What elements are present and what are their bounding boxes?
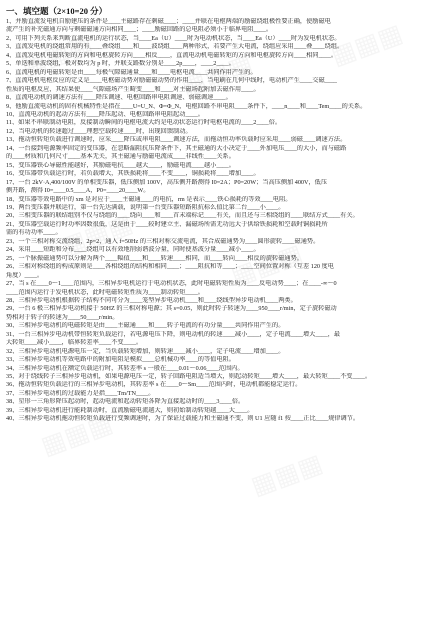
question-line: 7、直流电机电枢反应的定义是____电枢磁动势对励磁磁动势的作用____，当电刷在几何中线时，电动机产生____交磁____ bbox=[6, 77, 338, 85]
question-line: 流产生的补充磁通方向与剩磁磁通方向相同____；____励磁回路的总电阻必须小于临界电阻____。 bbox=[6, 26, 273, 34]
question-line: 36、拖动恒转矩负载运行的三相异步电动机，其转差率 s 在____0～Sm____范围内时，电动机都能稳定运行。 bbox=[6, 381, 302, 389]
question-list bbox=[6, 18, 434, 424]
question-line: 6、直流电机的电磁转矩是由____每极气隙磁通量____和____电枢电流____共同作用产生的。 bbox=[6, 68, 257, 76]
question-line: 势相对于转子的转速为____50____r/min。 bbox=[6, 313, 119, 321]
question-line: 27、当 s 在____0～1____范围内，三相异步电机运行于电动机状态，此时电磁转矩性质为____反电动势____；在____-∞～0 bbox=[6, 280, 337, 288]
question-line: 需的有功功率____。 bbox=[6, 229, 62, 237]
question-line: 8、直流电动机的调速方法有____降压调速、电枢回路串电阻调速、弱磁调速____。 bbox=[6, 94, 232, 102]
question-line: 24、采用____短距和分布____绕组可以有效地削弱谐波分量，同时使基波分量____减小____。 bbox=[6, 246, 260, 254]
question-line: 11、如果不串联制动电阻，反接制动瞬间的电枢电流大约是电动状态运行时电枢电流的____2____倍。 bbox=[6, 119, 282, 127]
question-line: 侧开路，测得 I0=____0.5____A，P0=____20____W。 bbox=[6, 187, 150, 195]
question-line: 15、变压器铁心导磁性能越好，其励磁电抗____越大____，励磁电流____越小____。 bbox=[6, 161, 235, 169]
section-heading: 一、填空题（2×10=20 分） bbox=[6, 6, 108, 16]
question-line: 1、并励直流发电机自励建压的条件是____主磁路存在剩磁____；____并联在电枢两端的励磁绕组极性要正确，使励磁电 bbox=[6, 18, 331, 25]
question-line: 4、直流发电机电磁转矩的方向和电枢旋转方向____相反____，直流电动机电磁转矩的方向和电枢旋转方向____相同____。 bbox=[6, 51, 338, 59]
question-line: 10、直流电动机的起动方法有____降压起动、电枢回路串电阻起动____。 bbox=[6, 110, 204, 118]
question-line: 的____材质和几何尺寸____基本无关，其主磁通与励磁电流成____非线性____关系。 bbox=[6, 153, 235, 161]
question-line: 25、一个脉振磁通势可以分解为两个____幅值____和____转速____相同，而____转向____相反的旋转磁通势。 bbox=[6, 254, 303, 262]
question-line: 性质的电枢反应，其结果使____气隙磁场产生畸变____和____对主磁场起附加去磁作用____。 bbox=[6, 85, 260, 93]
question-line: 35、对于绕线转子三相异步电动机，如果电源电压一定，转子回路电阻适当增大，则起动转矩____增大____，最大转矩____不变____。 bbox=[6, 373, 372, 381]
question-line: 角度）____。 bbox=[6, 271, 44, 279]
question-line: 18、变压器等效电路中的 xm 是对应于____主磁通____的电抗，rm 是表示____铁心损耗的等效____电阻。 bbox=[6, 195, 292, 203]
question-line: 26、三相对称绕组的构成原则是____各相绕组的结构和相同____；____阻抗和等____；____空间位置对称（互差 120 度电 bbox=[6, 263, 334, 271]
question-line: 大转矩____减小____，临界转差率____不变____。 bbox=[6, 339, 143, 347]
question-line: 13、拖动恒转矩负载进行调速时，应采____降压或串电阻____调速方法，而拖动恒功率负载时应采用____弱磁____调速方法。 bbox=[6, 136, 347, 144]
question-line: 23、一个三相对称交流绕组，2p=2，通入 f=50Hz 的三相对称交流电流，其合成磁通势为____圆形旋转____磁通势。 bbox=[6, 237, 320, 245]
question-line: 16、变压器带负载运行时，若负载增大，其铁损耗将____不变____，铜损耗将____增加____。 bbox=[6, 170, 260, 178]
question-line: 5、单迭和单波绕组，极对数均为 p 时，并联支路数分别是____2p____，____2____。 bbox=[6, 60, 235, 68]
question-line: 34、三相异步电动机在额定负载运行时，其转差率 s 一般在____0.01～0.06____范围内。 bbox=[6, 364, 244, 372]
question-line: 9、他励直流电动机的固有机械特性是指在____U=U_N、Φ=Φ_N，电枢回路不串电阻____条件下，____n____和____Tem____的关系。 bbox=[6, 102, 367, 110]
question-line: 28、三相异步电动机根据转子结构不同可分为____笼型异步电动机____和____绕线型异步电动机____两类。 bbox=[6, 296, 297, 304]
question-line: 19、两台变压器并联运行，第一台先达满载，说明第一台变压器短路阻抗标么值比第二台____小____。 bbox=[6, 203, 285, 211]
question-line: 30、三相异步电动机的电磁转矩是由____主磁通____和____转子电流的有功分量____共同作用产生的。 bbox=[6, 322, 285, 330]
question-line: 3、直流发电机的绕组常用的有____叠绕组____和____波绕组____两种形式，若要产生大电流，绕组应采用____叠____绕组。 bbox=[6, 43, 344, 51]
question-line: 39、三相异步电动机进行能耗制动时，直流励磁电流越大，则初始制动转矩越____大____。 bbox=[6, 406, 254, 414]
question-line: 20、三相变压器的联结组别不仅与绕组的____绕向____和____首末端标记____有关，而且还与三相绕组的____联结方式____有关。 bbox=[6, 212, 359, 220]
question-line: 14、一台接到电源频率固定的变压器，在忽略漏阻抗压降条件下，其主磁通的大小决定于____外加电压____的大小，而与磁路 bbox=[6, 144, 347, 152]
question-line: 31、一台三相异步电动机带恒转矩负载运行，若电源电压下降，则电动机的转速____减小____，定子电流____增大____，最 bbox=[6, 330, 341, 338]
question-line: 2、可用下列关系来判断直流电机的运行状态，当____Ea（U）____时为电动机状态，当____Ea（U）____时为发电机状态。 bbox=[6, 34, 341, 42]
question-line: 33、三相异步电动机等效电路中的附加电阻是模拟____总机械功率____的等值电阻。 bbox=[6, 356, 235, 364]
question-line: 17、一台 2kV·A,400/100V 的单相变压器，低压侧加 100V，高压侧开路测得 I0=2A；P0=20W；当高压侧加 400V，低压 bbox=[6, 178, 328, 186]
question-line: ____范围内运行于发电机状态，此时电磁转矩性质为____制动转矩____。 bbox=[6, 288, 204, 296]
question-line: 21、变压器空载运行时功率因数很低，这是由于____较时建立主、漏磁场所需无功远大于供给铁损耗和空载时铜损耗所 bbox=[6, 220, 328, 228]
question-line: 37、三相异步电动机的过载能力是指____Tm/TN____。 bbox=[6, 389, 155, 397]
question-line: 12、当电动机的转速超过____理想空载转速____时，出现回馈制动。 bbox=[6, 127, 192, 135]
question-line: 38、星形一三角形降压起动时，起动电流和起动转矩各降为直接起动时的____3____倍。 bbox=[6, 398, 245, 406]
question-line: 40、三相异步电动机拖动恒转矩负载进行变频调速时，为了保证过载能力和主磁通不变，则 U1 应随 f1 按____正比____规律调节。 bbox=[6, 415, 360, 423]
question-line: 29、一台 6 极三相异步电动机接于 50HZ 的三相对称电源；其 s=0.05，则此时转子转速为____950____r/min，定子旋转磁动 bbox=[6, 305, 337, 313]
question-line: 32、三相异步电动机电源电压一定，当负载转矩增加，则转速____减小____，定子电流____增加____。 bbox=[6, 347, 285, 355]
